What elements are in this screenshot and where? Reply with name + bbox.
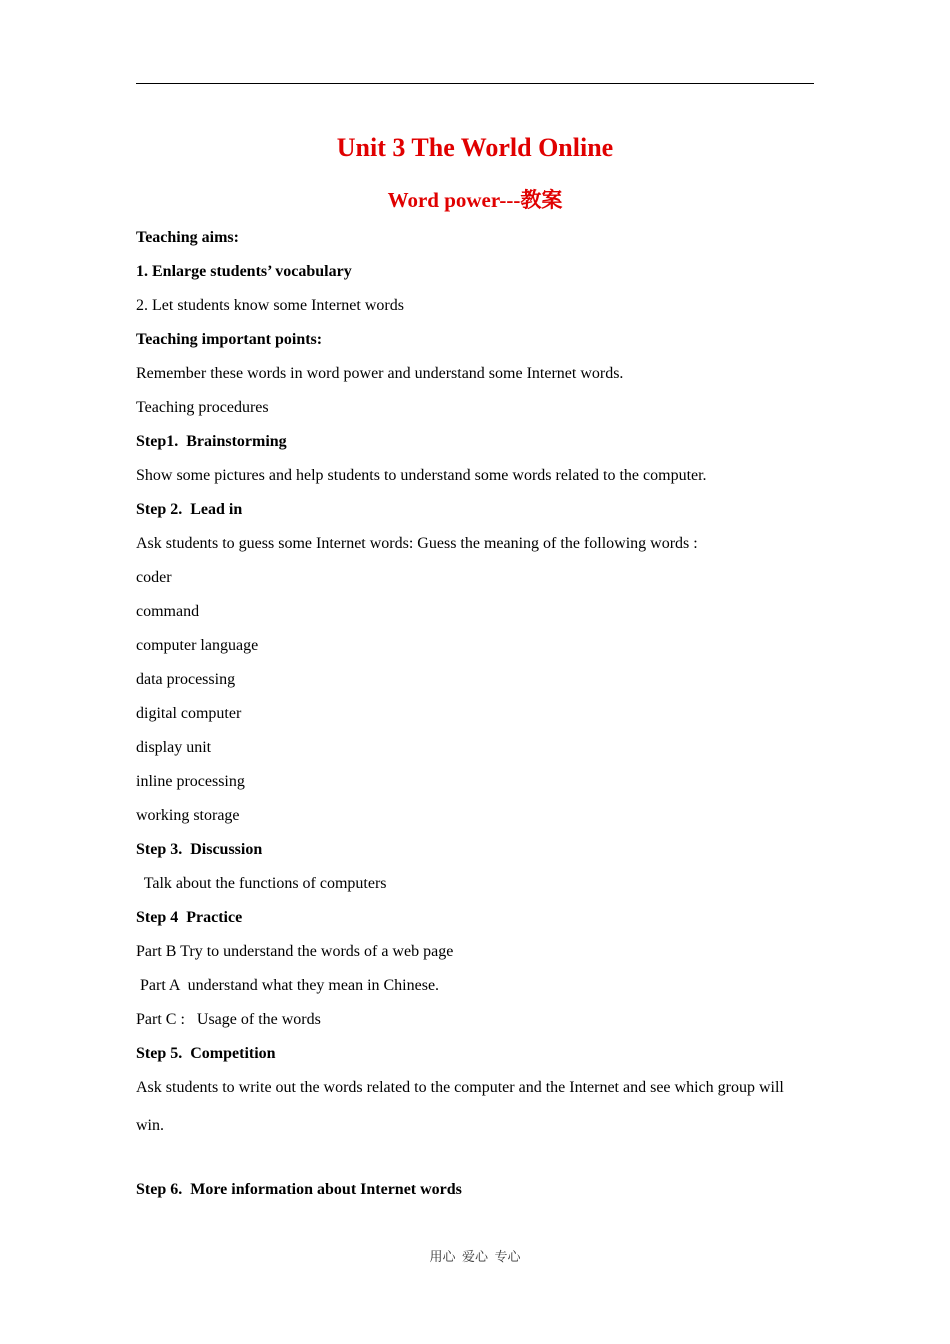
- word-item: computer language: [136, 637, 259, 654]
- step-5-text: Ask students to write out the words related to the computer and the Internet and see which group will: [136, 1079, 784, 1096]
- important-points-text: Remember these words in word power and understand some Internet words.: [136, 365, 624, 382]
- step-1-heading: Step1. Brainstorming: [136, 433, 287, 450]
- word-item: display unit: [136, 739, 212, 756]
- heading-important-points: Teaching important points:: [136, 331, 323, 348]
- document-title: Unit 3 The World Online: [336, 133, 614, 162]
- step-4-part-b: Part B Try to understand the words of a web page: [136, 943, 454, 960]
- page-footer: 用心 爱心 专心: [429, 1249, 521, 1264]
- header-rule: [136, 83, 814, 84]
- aim-1: 1. Enlarge students’ vocabulary: [136, 263, 352, 280]
- step-5-heading: Step 5. Competition: [136, 1045, 276, 1062]
- word-item: coder: [136, 569, 172, 586]
- word-item: working storage: [136, 807, 240, 824]
- step-2-heading: Step 2. Lead in: [136, 501, 243, 518]
- step-4-part-a: Part A understand what they mean in Chinese.: [136, 977, 440, 994]
- word-item: data processing: [136, 671, 236, 688]
- heading-teaching-aims: Teaching aims:: [136, 229, 239, 246]
- step-4-heading: Step 4 Practice: [136, 909, 243, 926]
- step-1-text: Show some pictures and help students to understand some words related to the computer.: [136, 467, 707, 484]
- document-body: [136, 225, 816, 1211]
- word-item: command: [136, 603, 200, 620]
- step-5-text-continued: win.: [136, 1117, 164, 1134]
- step-3-heading: Step 3. Discussion: [136, 841, 263, 858]
- blank-spacer: [136, 1147, 816, 1177]
- word-item: digital computer: [136, 705, 242, 722]
- heading-procedures: Teaching procedures: [136, 399, 269, 416]
- step-6-heading: Step 6. More information about Internet words: [136, 1181, 462, 1198]
- aim-2: 2. Let students know some Internet words: [136, 297, 404, 314]
- word-item: inline processing: [136, 773, 245, 790]
- step-2-text: Ask students to guess some Internet words: Guess the meaning of the following words :: [136, 535, 698, 552]
- step-3-text: Talk about the functions of computers: [136, 875, 387, 892]
- document-subtitle: Word power---教案: [387, 188, 563, 212]
- step-4-part-c: Part C : Usage of the words: [136, 1011, 321, 1028]
